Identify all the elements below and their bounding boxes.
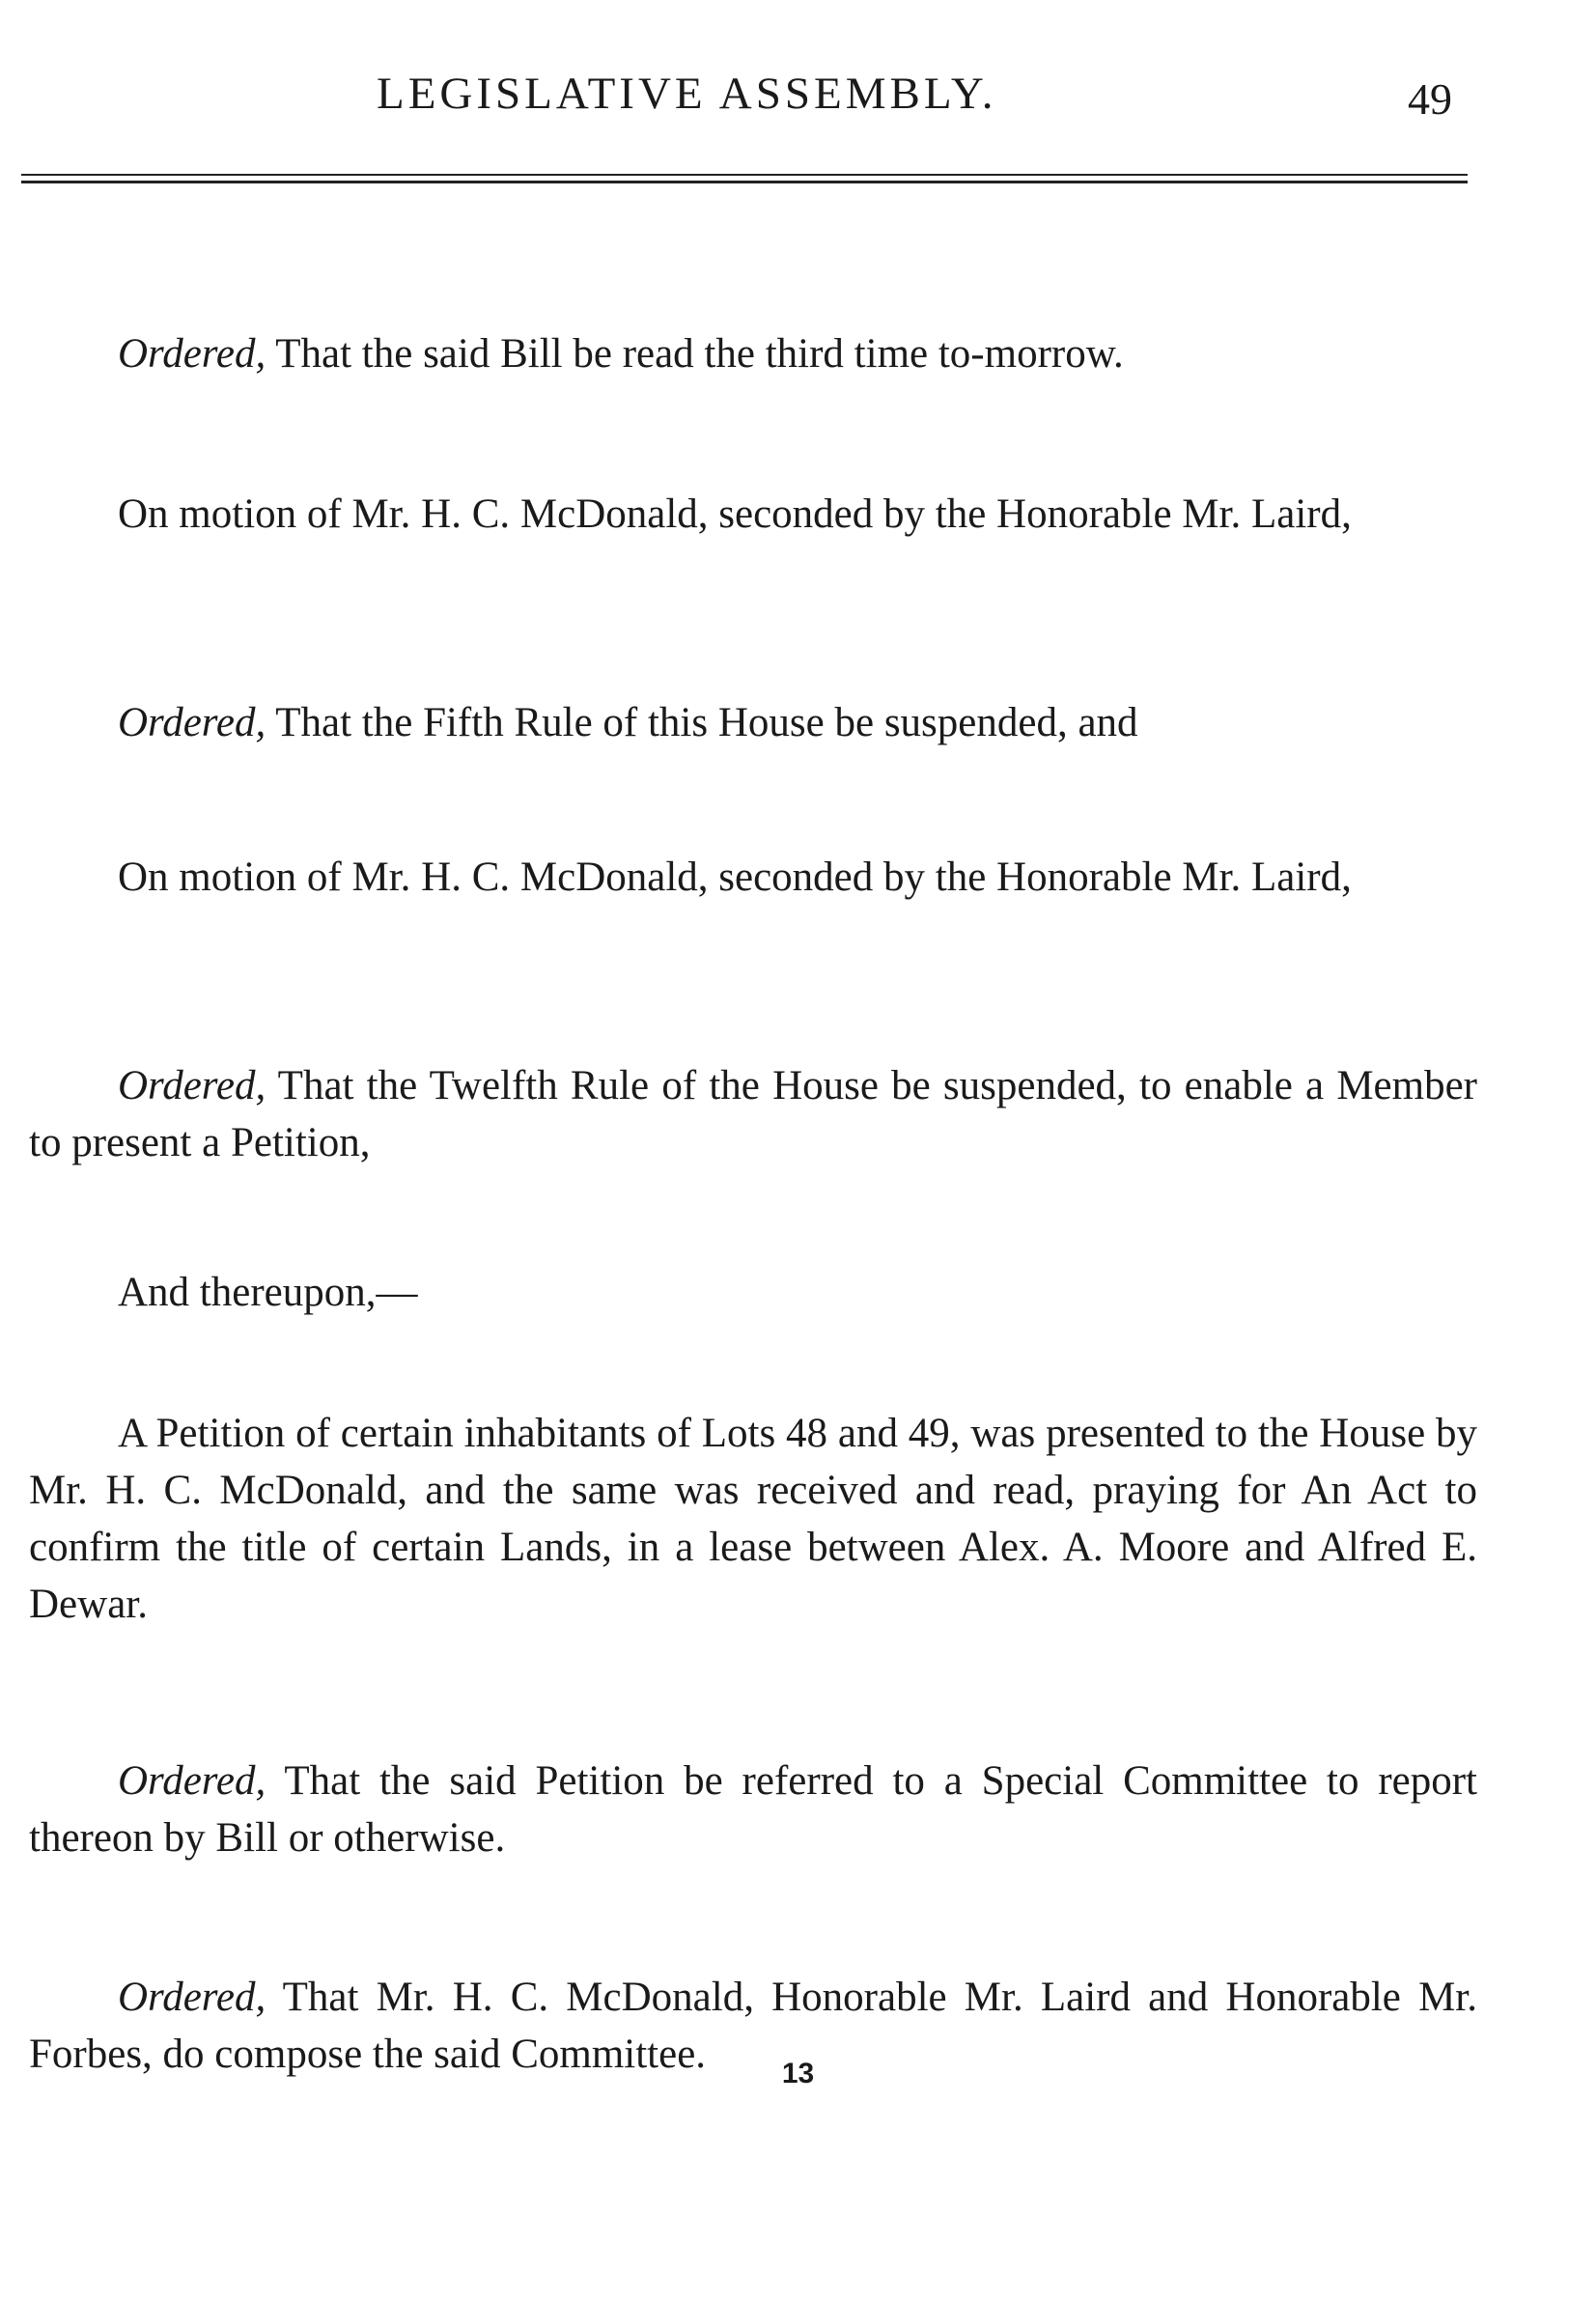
paragraph-text: That the Twelfth Rule of the House be suspended, to enable a Member to present a Petition, — [29, 1063, 1477, 1165]
paragraph-text: And thereupon,— — [118, 1270, 418, 1315]
running-head — [0, 60, 1596, 127]
paragraph-text: A Petition of certain inhabitants of Lots 48 and 49, was presented to the House by Mr. H. C. McDonald, and the same was received and read, praying for An Act to confirm the title of certain Lands, in a lease between Alex. A. Moore and Alfred E. Dewar. — [29, 1411, 1477, 1627]
paragraph-5 — [29, 1057, 1477, 1171]
paragraph-text: On motion of Mr. H. C. McDonald, seconded by the Honorable Mr. Laird, — [118, 491, 1352, 537]
running-title: LEGISLATIVE ASSEMBLY. — [377, 69, 997, 119]
ordered-lead: Ordered, — [118, 700, 266, 745]
paragraph-text: On motion of Mr. H. C. McDonald, seconded by the Honorable Mr. Laird, — [118, 855, 1352, 900]
header-double-rule — [21, 174, 1468, 187]
ordered-lead: Ordered, — [118, 1758, 266, 1804]
paragraph-text: That the said Bill be read the third time to-morrow. — [266, 331, 1124, 377]
paragraph-4 — [29, 849, 1477, 906]
ordered-lead: Ordered, — [118, 331, 266, 377]
paragraph-8 — [29, 1752, 1477, 1866]
ordered-lead: Ordered, — [118, 1975, 266, 2020]
paragraph-7 — [29, 1405, 1477, 1633]
paragraph-3 — [29, 694, 1477, 751]
signature-mark: 13 — [781, 2058, 815, 2089]
paragraph-text: That Mr. H. C. McDonald, Honorable Mr. Laird and Honorable Mr. Forbes, do compose the said Committee. — [29, 1975, 1477, 2077]
paragraph-text: That the Fifth Rule of this House be suspended, and — [266, 700, 1138, 745]
paragraph-2 — [29, 486, 1477, 543]
paragraph-1 — [29, 325, 1477, 382]
paragraph-6 — [29, 1264, 1477, 1321]
paragraph-text: That the said Petition be referred to a Special Committee to report thereon by Bill or otherwise. — [29, 1758, 1477, 1861]
page-number: 49 — [1408, 74, 1452, 124]
ordered-lead: Ordered, — [118, 1063, 266, 1108]
